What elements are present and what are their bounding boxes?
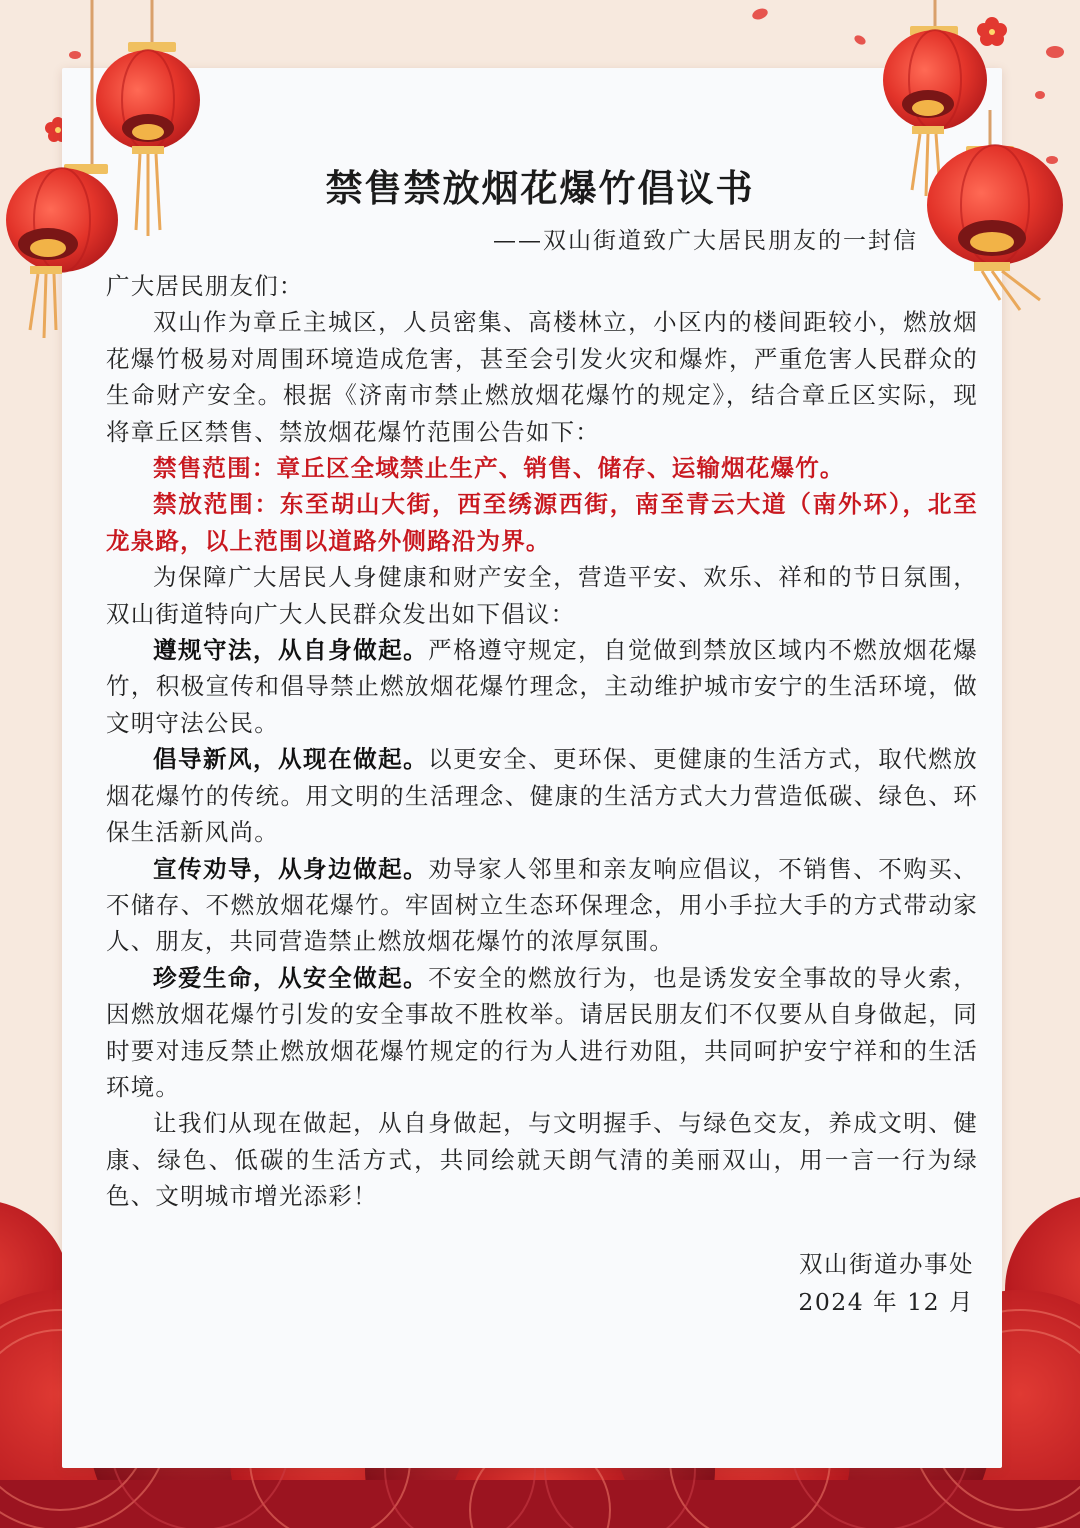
paragraph-proposal-1: [106, 632, 978, 741]
proposal-1-lead: 遵规守法，从自身做起。: [153, 636, 429, 665]
greeting: 广大居民朋友们：: [106, 272, 304, 300]
page-title: 禁售禁放烟花爆竹倡议书: [325, 167, 755, 210]
paragraph-closing: 让我们从现在做起，从自身做起，与文明握手、与绿色交友，养成文明、健康、绿色、低碳的生活方式，共同绘就天朗气清的美丽双山，用一言一行为绿色、文明城市增光添彩！: [106, 1109, 978, 1211]
paragraph-proposal-3: [106, 851, 978, 960]
page-subtitle: ——双山街道致广大居民朋友的一封信: [493, 228, 918, 254]
paragraph-ban-sale: 禁售范围：章丘区全域禁止生产、销售、储存、运输烟花爆竹。: [153, 454, 845, 483]
proposal-2-text: 以更安全、更环保、更健康的生活方式，取代燃放烟花爆竹的传统。用文明的生活理念、健康的生活方式大力营造低碳、绿色、环保生活新风尚。: [106, 745, 978, 847]
letter-body: [106, 268, 978, 1215]
paragraph-intro: 双山作为章丘主城区，人员密集、高楼林立，小区内的楼间距较小，燃放烟花爆竹极易对周围环境造成危害，甚至会引发火灾和爆炸，严重危害人民群众的生命财产安全。根据《济南市禁止燃放烟花爆竹的规定》，结合章丘区实际，现将章丘区禁售、禁放烟花爆竹范围公告如下：: [106, 308, 978, 446]
signature-date: 2024 年 12 月: [798, 1288, 974, 1316]
signature-block: [798, 1245, 974, 1321]
proposal-2-lead: 倡导新风，从现在做起。: [153, 745, 429, 774]
paragraph-proposal-4: [106, 960, 978, 1106]
paragraph-ban-fire: 禁放范围：东至胡山大街，西至绣源西街，南至青云大道（南外环），北至龙泉路，以上范围以道路外侧路沿为界。: [106, 490, 978, 555]
proposal-3-lead: 宣传劝导，从身边做起。: [153, 854, 429, 883]
paragraph-purpose: 为保障广大居民人身健康和财产安全，营造平安、欢乐、祥和的节日氛围，双山街道特向广大人民群众发出如下倡议：: [106, 563, 978, 628]
proposal-1-text: 严格遵守规定，自觉做到禁放区域内不燃放烟花爆竹，积极宣传和倡导禁止燃放烟花爆竹理念，主动维护城市安宁的生活环境，做文明守法公民。: [106, 636, 978, 737]
paragraph-proposal-2: [106, 741, 978, 850]
proposal-3-text: 劝导家人邻里和亲友响应倡议，不销售、不购买、不储存、不燃放烟花爆竹。牢固树立生态环保理念，用小手拉大手的方式带动家人、朋友，共同营造禁止燃放烟花爆竹的浓厚氛围。: [106, 854, 978, 956]
signature-org: 双山街道办事处: [799, 1250, 974, 1278]
proposal-4-text: 不安全的燃放行为，也是诱发安全事故的导火索，因燃放烟花爆竹引发的安全事故不胜枚举。请居民朋友们不仅要从自身做起，同时要对违反禁止燃放烟花爆竹规定的行为人进行劝阻，共同呵护安宁祥和的生活环境。: [106, 963, 978, 1101]
proposal-4-lead: 珍爱生命，从安全做起。: [153, 963, 429, 992]
